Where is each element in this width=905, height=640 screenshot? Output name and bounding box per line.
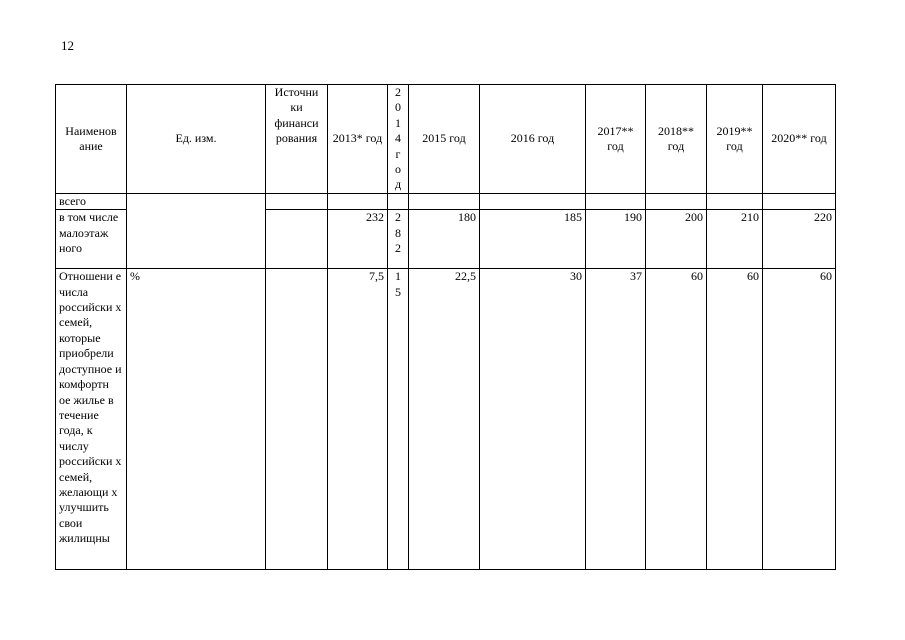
row-total-2015 — [409, 193, 480, 209]
header-2017: 2017** год — [586, 85, 646, 194]
row-lowrise-name: в том числе малоэтаж ного — [56, 210, 127, 269]
row-ratio-2015: 22,5 — [409, 269, 480, 570]
row-total-2014 — [388, 193, 409, 209]
header-source: Источни ки финанси рования — [266, 85, 328, 194]
row-total-2013 — [328, 193, 388, 209]
header-row — [56, 85, 836, 194]
row-ratio-unit: % — [127, 269, 266, 570]
row-lowrise-2019: 210 — [707, 210, 763, 269]
row-ratio-2013: 7,5 — [328, 269, 388, 570]
row-total-name: всего — [56, 193, 127, 209]
row-total-2019 — [707, 193, 763, 209]
row-total-unit — [127, 193, 266, 268]
row-lowrise-2016: 185 — [480, 210, 586, 269]
row-lowrise-2017: 190 — [586, 210, 646, 269]
row-ratio-source — [266, 269, 328, 570]
row-lowrise-2020: 220 — [763, 210, 836, 269]
row-ratio-2019: 60 — [707, 269, 763, 570]
row-ratio-2017: 37 — [586, 269, 646, 570]
table-row-ratio — [56, 269, 836, 570]
header-2020: 2020** год — [763, 85, 836, 194]
header-2016: 2016 год — [480, 85, 586, 194]
header-name: Наименов ание — [56, 85, 127, 194]
header-2019: 2019** год — [707, 85, 763, 194]
header-unit: Ед. изм. — [127, 85, 266, 194]
row-total-source — [266, 193, 328, 209]
row-lowrise-2013: 232 — [328, 210, 388, 269]
row-total-2017 — [586, 193, 646, 209]
row-ratio-name: Отношени е числа российски х семей, которые приобрели доступное и комфортн ое жилье в течение года, к числу российски х семей, желающи х улучшить свои жилищны — [56, 269, 127, 570]
header-2015: 2015 год — [409, 85, 480, 194]
row-ratio-2018: 60 — [646, 269, 707, 570]
row-total-2018 — [646, 193, 707, 209]
row-total-2020 — [763, 193, 836, 209]
header-2013: 2013* год — [328, 85, 388, 194]
row-lowrise-2015: 180 — [409, 210, 480, 269]
header-2018: 2018** год — [646, 85, 707, 194]
indicators-table — [55, 84, 836, 570]
row-ratio-2016: 30 — [480, 269, 586, 570]
table-row-total — [56, 193, 836, 209]
row-lowrise-2014: 2 8 2 — [388, 210, 409, 269]
row-ratio-2020: 60 — [763, 269, 836, 570]
page-number: 12 — [61, 38, 74, 53]
header-2014: 2 0 1 4 г о д — [388, 85, 409, 194]
row-ratio-2014: 1 5 — [388, 269, 409, 570]
row-lowrise-2018: 200 — [646, 210, 707, 269]
row-total-2016 — [480, 193, 586, 209]
row-lowrise-source — [266, 210, 328, 269]
